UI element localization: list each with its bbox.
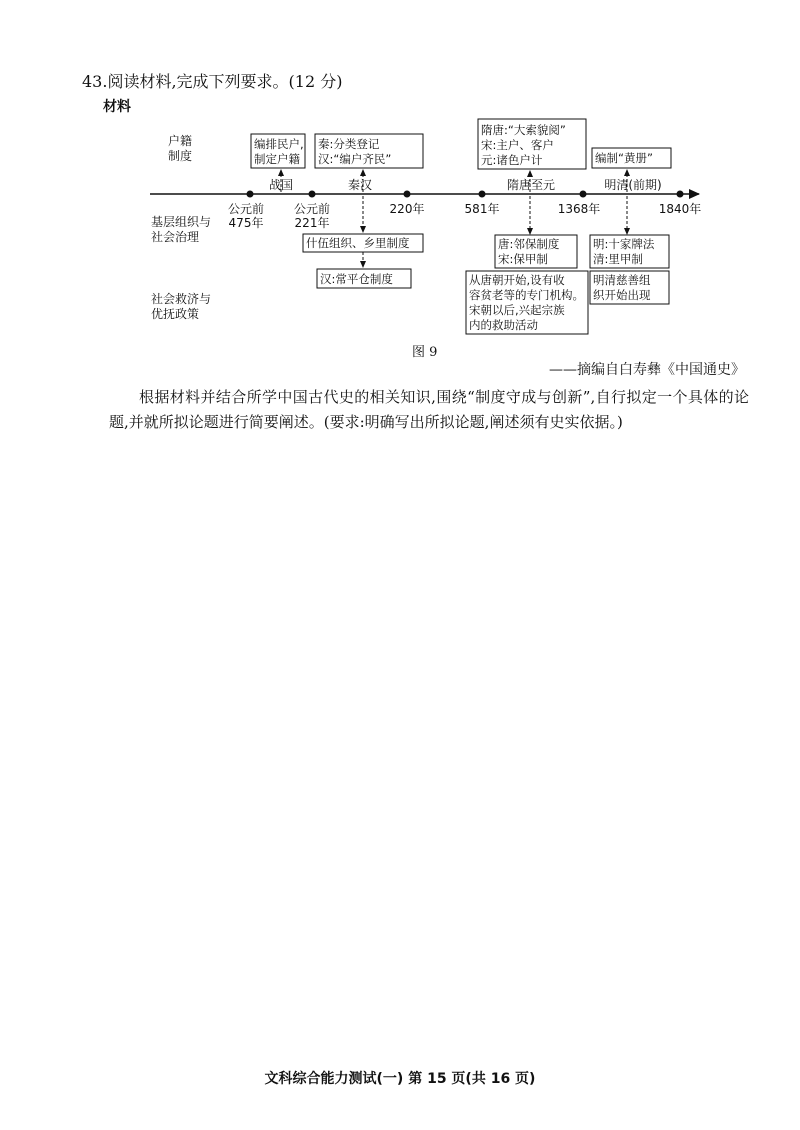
box-tang-relief-line-1: 从唐朝开始,设有收 — [469, 273, 565, 287]
box-ming-org-line-2: 清:里甲制 — [593, 252, 643, 266]
row-label-relief-1: 社会救济与 — [151, 292, 212, 306]
box-warring-household-line-2: 制定户籍 — [254, 152, 300, 166]
box-qinhan-org-line-1: 什伍组织、乡里制度 — [306, 236, 410, 250]
tick-dot-1840 — [677, 191, 684, 198]
box-tang-org-line-1: 唐:邻保制度 — [498, 237, 560, 251]
tick-label-475bc-2: 475年 — [228, 216, 264, 230]
period-qin-han: 秦汉 — [347, 178, 373, 192]
box-tang-relief-line-3: 宋朝以后,兴起宗族 — [469, 303, 565, 317]
tick-label-221bc-2: 221年 — [294, 216, 330, 230]
question-title: 43.阅读材料,完成下列要求。(12 分) — [82, 72, 343, 91]
period-sui-tang-yuan: 隋唐至元 — [506, 178, 556, 192]
box-tang-relief-line-4: 内的救助活动 — [469, 318, 538, 332]
tick-label-475bc-1: 公元前 — [227, 202, 265, 216]
box-suitang-household-line-1: 隋唐:“大索貌阅” — [481, 123, 566, 137]
tick-dot-475bc — [247, 191, 254, 198]
page-footer: 文科综合能力测试(一) 第 15 页(共 16 页) — [264, 1071, 536, 1087]
source-citation: ——摘编自白寿彝《中国通史》 — [549, 362, 745, 378]
box-tang-relief-line-2: 容贫老等的专门机构。 — [469, 288, 584, 302]
row-label-relief-2: 优抚政策 — [151, 307, 200, 321]
tick-dot-220 — [404, 191, 411, 198]
box-qinhan-relief-line-1: 汉:常平仓制度 — [320, 272, 393, 286]
tick-label-581: 581年 — [464, 202, 500, 216]
tick-label-221bc-1: 公元前 — [293, 202, 331, 216]
box-mingqing-household-line-1: 编制“黄册” — [595, 151, 653, 165]
box-suitang-household-line-3: 元:诸色户计 — [481, 153, 543, 167]
tick-label-1368: 1368年 — [557, 202, 601, 216]
row-label-household-2: 制度 — [168, 149, 193, 163]
period-warring-states: 战国 — [268, 178, 294, 192]
box-ming-org-line-1: 明:十家牌法 — [593, 237, 655, 251]
tick-label-220: 220年 — [389, 202, 425, 216]
tick-dot-221bc — [309, 191, 316, 198]
box-warring-household-line-1: 编排民户, — [254, 137, 304, 151]
tick-dot-1368 — [580, 191, 587, 198]
tick-dot-581 — [479, 191, 486, 198]
period-ming-qing: 明清(前期) — [604, 178, 662, 192]
tick-label-1840: 1840年 — [658, 202, 702, 216]
box-qinhan-household-line-1: 秦:分类登记 — [318, 137, 380, 151]
timeline-figure — [150, 114, 710, 339]
box-suitang-household-line-2: 宋:主户、客户 — [481, 138, 554, 152]
row-label-grassroots-1: 基层组织与 — [151, 215, 212, 229]
box-tang-org-line-2: 宋:保甲制 — [498, 252, 548, 266]
question-prompt: 根据材料并结合所学中国古代史的相关知识,围绕“制度守成与创新”,自行拟定一个具体的论题,并就所拟论题进行简要阐述。(要求:明确写出所拟论题,阐述须有史实依据。) — [109, 388, 749, 431]
box-ming-relief-line-2: 织开始出现 — [593, 288, 651, 302]
box-ming-relief-line-1: 明清慈善组 — [593, 273, 651, 287]
box-qinhan-household-line-2: 汉:“编户齐民” — [318, 152, 392, 166]
row-label-household-1: 户籍 — [168, 134, 193, 148]
material-label: 材料 — [103, 99, 131, 115]
row-label-grassroots-2: 社会治理 — [151, 230, 200, 244]
figure-caption: 图 9 — [412, 345, 438, 360]
